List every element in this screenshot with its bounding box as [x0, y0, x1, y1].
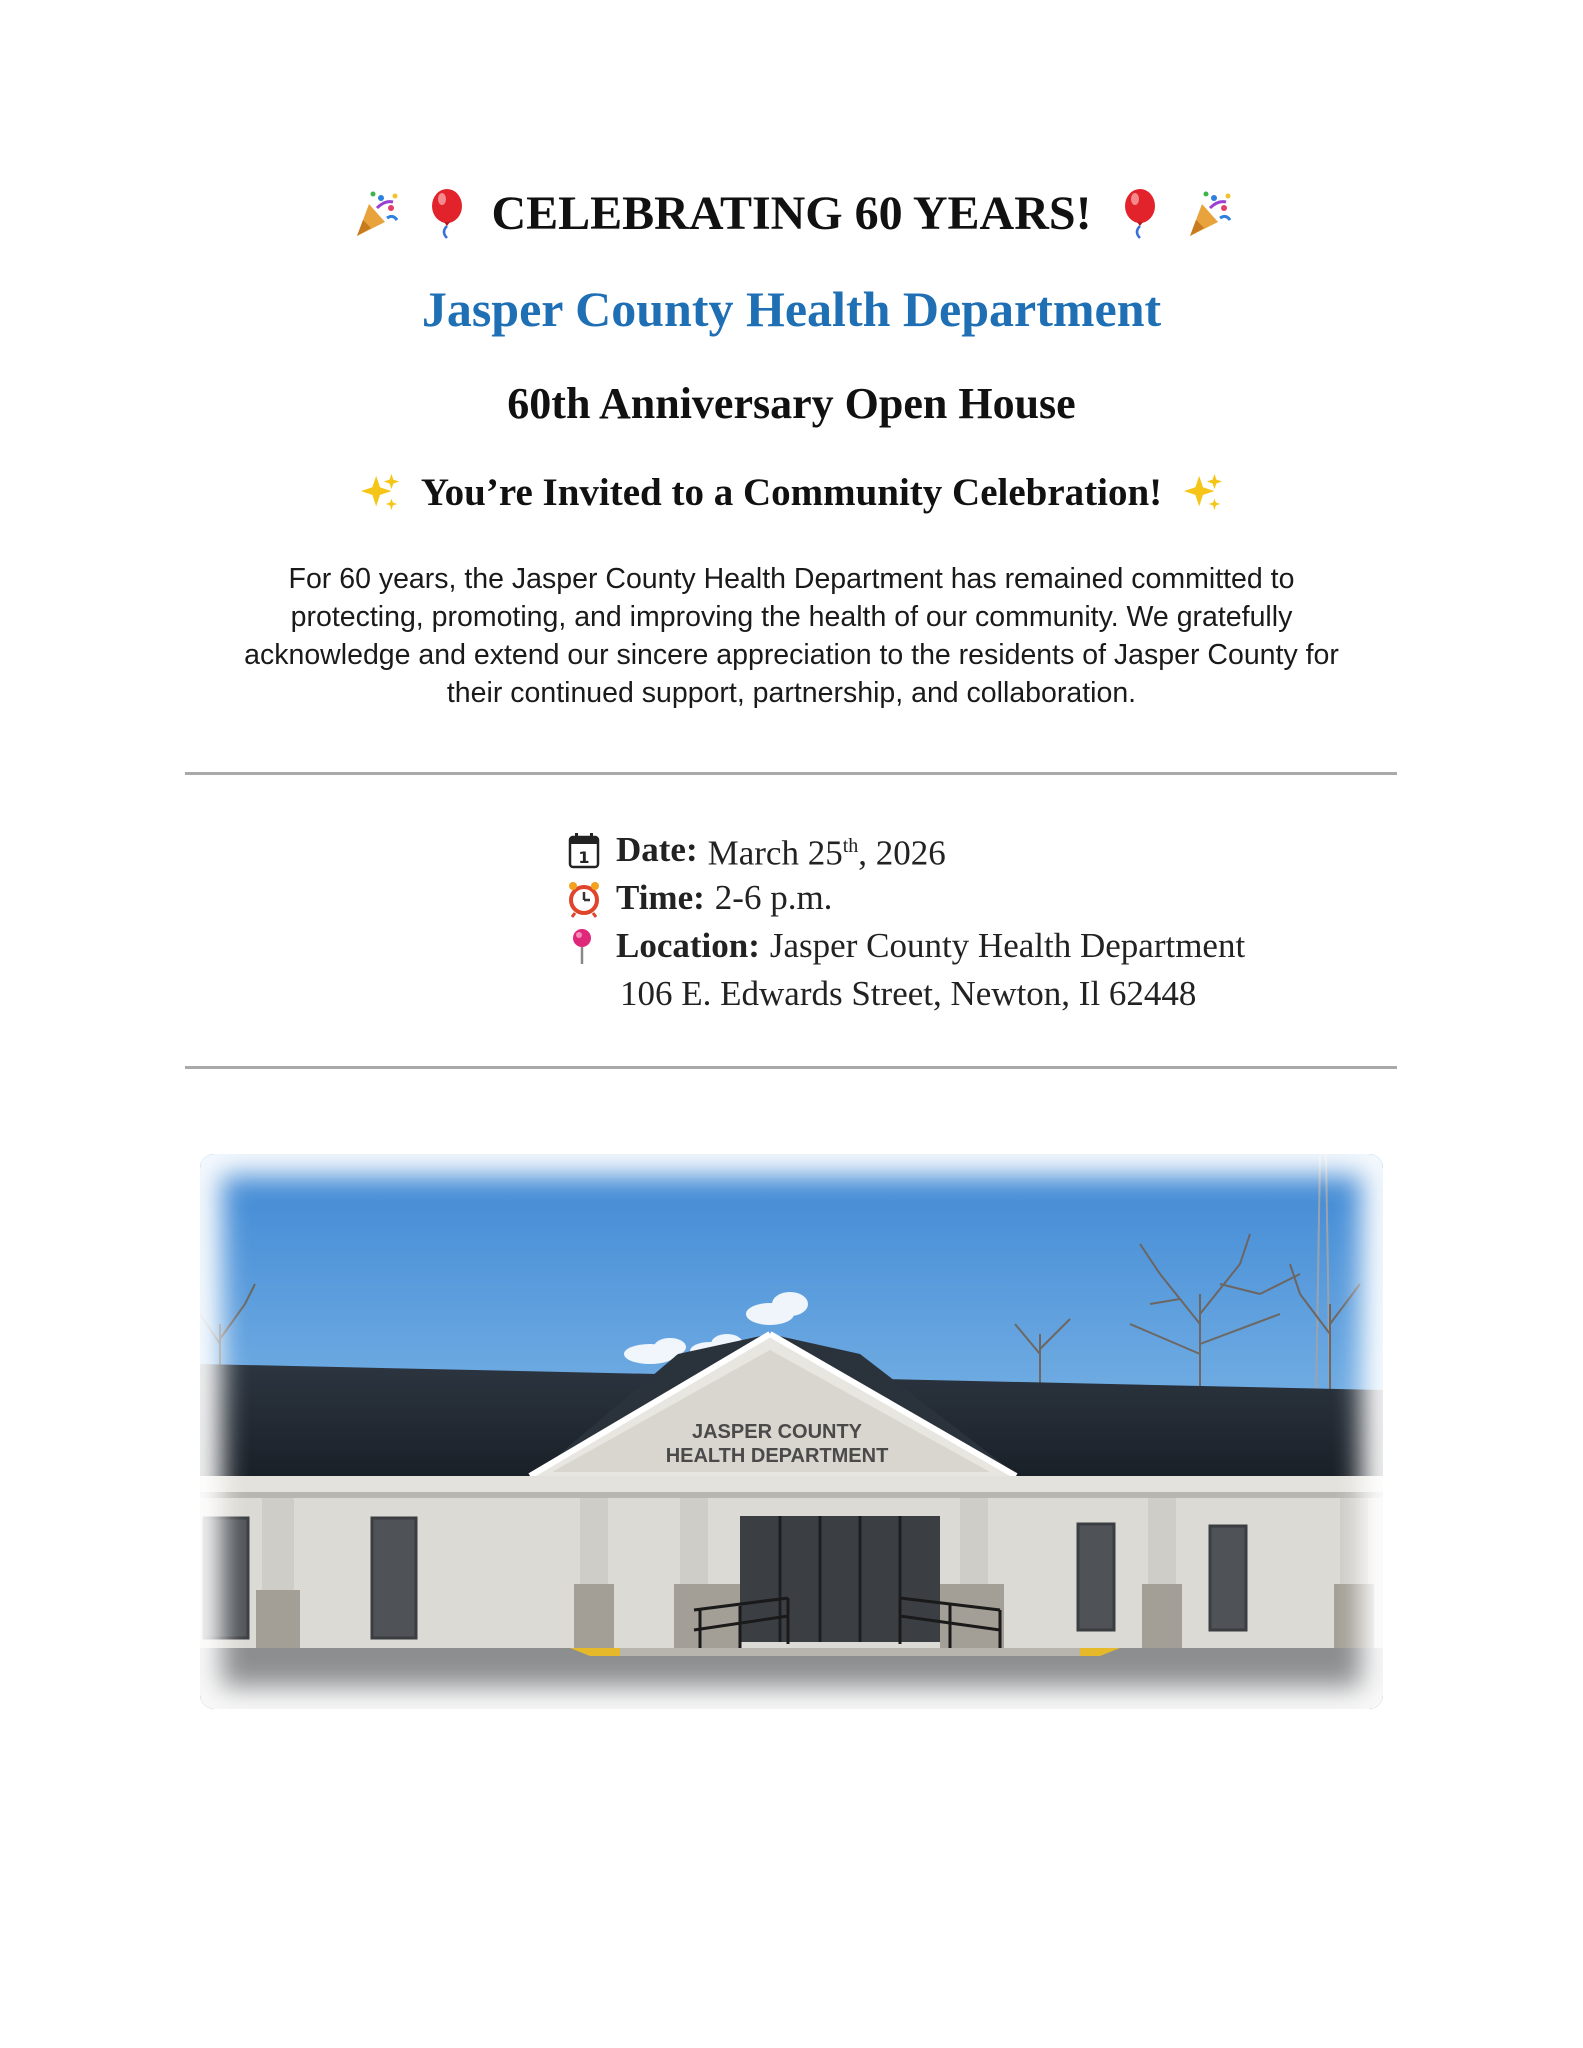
divider	[185, 1066, 1397, 1069]
intro-paragraph	[190, 560, 1393, 712]
alarm-clock-icon	[566, 878, 602, 918]
headline	[0, 186, 1583, 241]
sparkles-icon	[359, 471, 401, 515]
location-value: Jasper County Health Department	[769, 926, 1246, 965]
location-row	[566, 922, 1245, 970]
time-row	[566, 874, 1245, 922]
balloon-icon	[1114, 188, 1162, 240]
divider	[185, 772, 1397, 775]
paragraph-line: For 60 years, the Jasper County Health Department has remained committed to	[288, 563, 1295, 595]
party-popper-icon	[351, 188, 399, 240]
paragraph-line: their continued support, partnership, and collaboration.	[446, 677, 1137, 709]
pavement	[200, 1648, 1383, 1709]
address-line: 106 E. Edwards Street, Newton, Il 62448	[620, 974, 1197, 1013]
date-value	[708, 822, 946, 878]
paragraph-line: protecting, promoting, and improving the health of our community. We gratefully	[290, 601, 1293, 633]
date-value-year: , 2026	[858, 833, 946, 873]
balloon-icon	[421, 188, 469, 240]
date-label: Date:	[616, 830, 698, 869]
party-popper-icon	[1184, 188, 1232, 240]
calendar-icon	[566, 830, 602, 870]
building-photo	[200, 1154, 1383, 1709]
pushpin-icon	[566, 926, 602, 966]
location-label: Location:	[616, 926, 760, 965]
sparkles-icon	[1182, 471, 1224, 515]
entrance-doors	[740, 1516, 940, 1642]
time-label: Time:	[616, 878, 705, 917]
headline-text: CELEBRATING 60 YEARS!	[491, 187, 1092, 240]
paragraph-line: acknowledge and extend our sincere appreciation to the residents of Jasper County for	[244, 639, 1339, 671]
invite-text: You’re Invited to a Community Celebration!	[420, 471, 1163, 514]
invite-line	[0, 470, 1583, 515]
sign-line-1: JASPER COUNTY	[691, 1421, 863, 1443]
time-value: 2-6 p.m.	[714, 878, 833, 917]
date-value-suffix: th	[842, 835, 859, 858]
event-details	[566, 826, 1245, 1018]
date-row	[566, 826, 1245, 874]
date-value-main: March 25	[707, 833, 843, 873]
building-illustration	[200, 1154, 1383, 1709]
svg-text:1: 1	[578, 848, 590, 867]
sign-line-2: HEALTH DEPARTMENT	[665, 1445, 889, 1467]
organization-title: Jasper County Health Department	[421, 281, 1162, 337]
event-subtitle: 60th Anniversary Open House	[507, 379, 1076, 428]
